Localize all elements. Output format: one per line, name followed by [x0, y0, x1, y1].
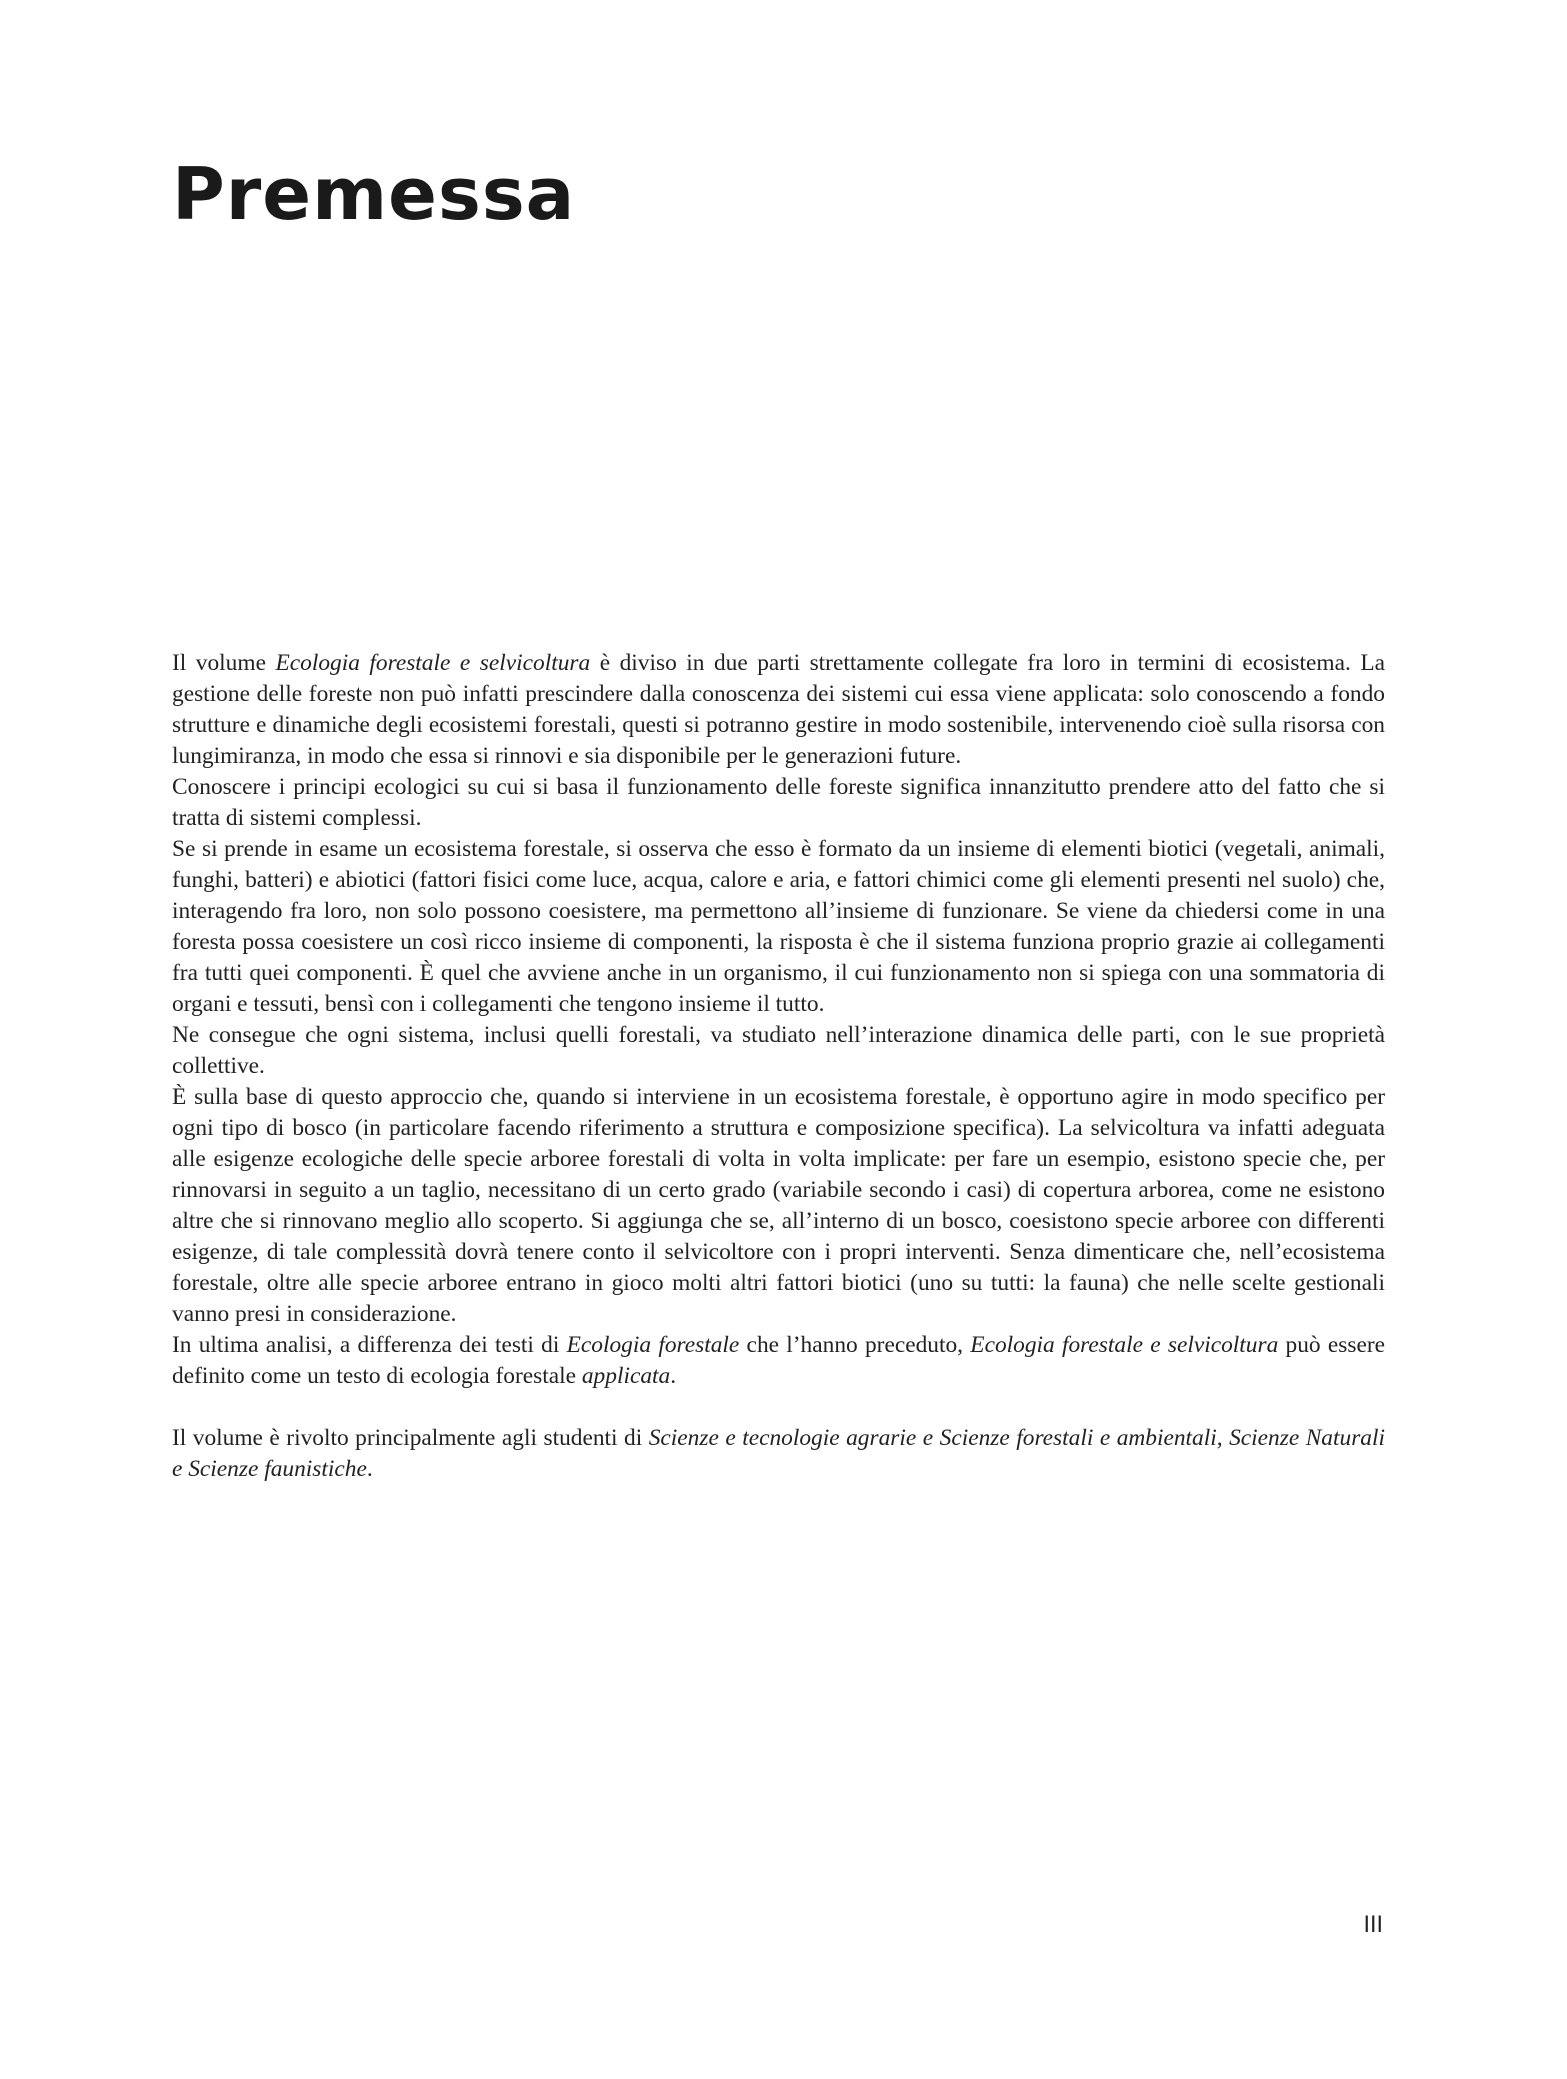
paragraph — [172, 772, 1385, 834]
text-run: Conoscere i principi ecologici su cui si basa il funzionamento delle foreste significa innanzitutto prendere atto del fatto che si tratta di sistemi complessi. — [172, 774, 1385, 831]
paragraph — [172, 1423, 1385, 1485]
italic-run: applicata — [581, 1363, 671, 1389]
paragraph — [172, 1082, 1385, 1330]
text-run: In ultima analisi, a differenza dei testi di — [172, 1332, 567, 1358]
text-run: . — [366, 1456, 373, 1482]
italic-run: Ecologia forestale e selvicoltura — [275, 650, 591, 676]
text-run: È sulla base di questo approccio che, quando si interviene in un ecosistema forestale, è opportuno agire in modo specifico per ogni tipo di bosco (in particolare facendo riferimento a struttura e composizione specifica). La selvicoltura va infatti adeguata alle esigenze ecologiche delle specie arboree forestali di volta in volta implicate: per fare un esempio, esistono specie che, per rinnovarsi in seguito a un taglio, necessitano di un certo grado (variabile secondo i casi) di copertura arborea, come ne esistono altre che si rinnovano meglio allo scoperto. Si aggiunga che se, all’interno di un bosco, coesistono specie arboree con differenti esigenze, di tale complessità dovrà tenere conto il selvicoltore con i propri interventi. Senza dimenticare che, nell’ecosistema forestale, oltre alle specie arboree entrano in gioco molti altri fattori biotici (uno su tutti: la fauna) che nelle scelte gestionali vanno presi in considerazione. — [172, 1084, 1385, 1327]
text-run: Se si prende in esame un ecosistema forestale, si osserva che esso è formato da un insieme di elementi biotici (vegetali, animali, funghi, batteri) e abiotici (fattori fisici come luce, acqua, calore e aria, e fattori chimici come gli elementi presenti nel suolo) che, interagendo fra loro, non solo possono coesistere, ma permettono all’insieme di funzionare. Se viene da chiedersi come in una foresta possa coesistere un così ricco insieme di componenti, la risposta è che il sistema funziona proprio grazie ai collegamenti fra tutti quei componenti. È quel che avviene anche in un organismo, il cui funzionamento non si spiega con una sommatoria di organi e tessuti, bensì con i collegamenti che tengono insieme il tutto. — [172, 836, 1385, 1017]
italic-run: Ecologia forestale — [566, 1332, 740, 1358]
paragraph-spacer — [172, 1392, 1385, 1423]
text-run: . — [670, 1363, 677, 1389]
italic-run: Ecologia forestale e selvicoltura — [970, 1332, 1279, 1358]
preface-body — [172, 648, 1385, 1485]
paragraph — [172, 648, 1385, 772]
italic-run: Scienze e tecnologie agrarie e Scienze forestali e ambientali, Scienze Naturali e Scienze faunistiche — [172, 1425, 1385, 1482]
text-run: è diviso in due parti strettamente collegate fra loro in termini di ecosistema. La gestione delle foreste non può infatti prescindere dalla conoscenza dei sistemi cui essa viene applicata: solo conoscendo a fondo strutture e dinamiche degli ecosistemi forestali, questi si potranno gestire in modo sostenibile, intervenendo cioè sulla risorsa con lungimiranza, in modo che essa si rinnovi e sia disponibile per le generazioni future. — [172, 650, 1385, 769]
page-number: III — [1363, 1913, 1383, 1938]
text-run: che l’hanno preceduto, — [739, 1332, 971, 1358]
text-run: Il volume — [172, 650, 276, 676]
page-title: Premessa — [172, 152, 576, 236]
text-run: può essere definito come un testo di ecologia forestale — [172, 1332, 1385, 1389]
text-run: Ne consegue che ogni sistema, inclusi quelli forestali, va studiato nell’interazione dinamica delle parti, con le sue proprietà collettive. — [172, 1022, 1385, 1079]
paragraph — [172, 834, 1385, 1020]
paragraph — [172, 1330, 1385, 1392]
paragraph — [172, 1020, 1385, 1082]
text-run: Il volume è rivolto principalmente agli studenti di — [172, 1425, 649, 1451]
